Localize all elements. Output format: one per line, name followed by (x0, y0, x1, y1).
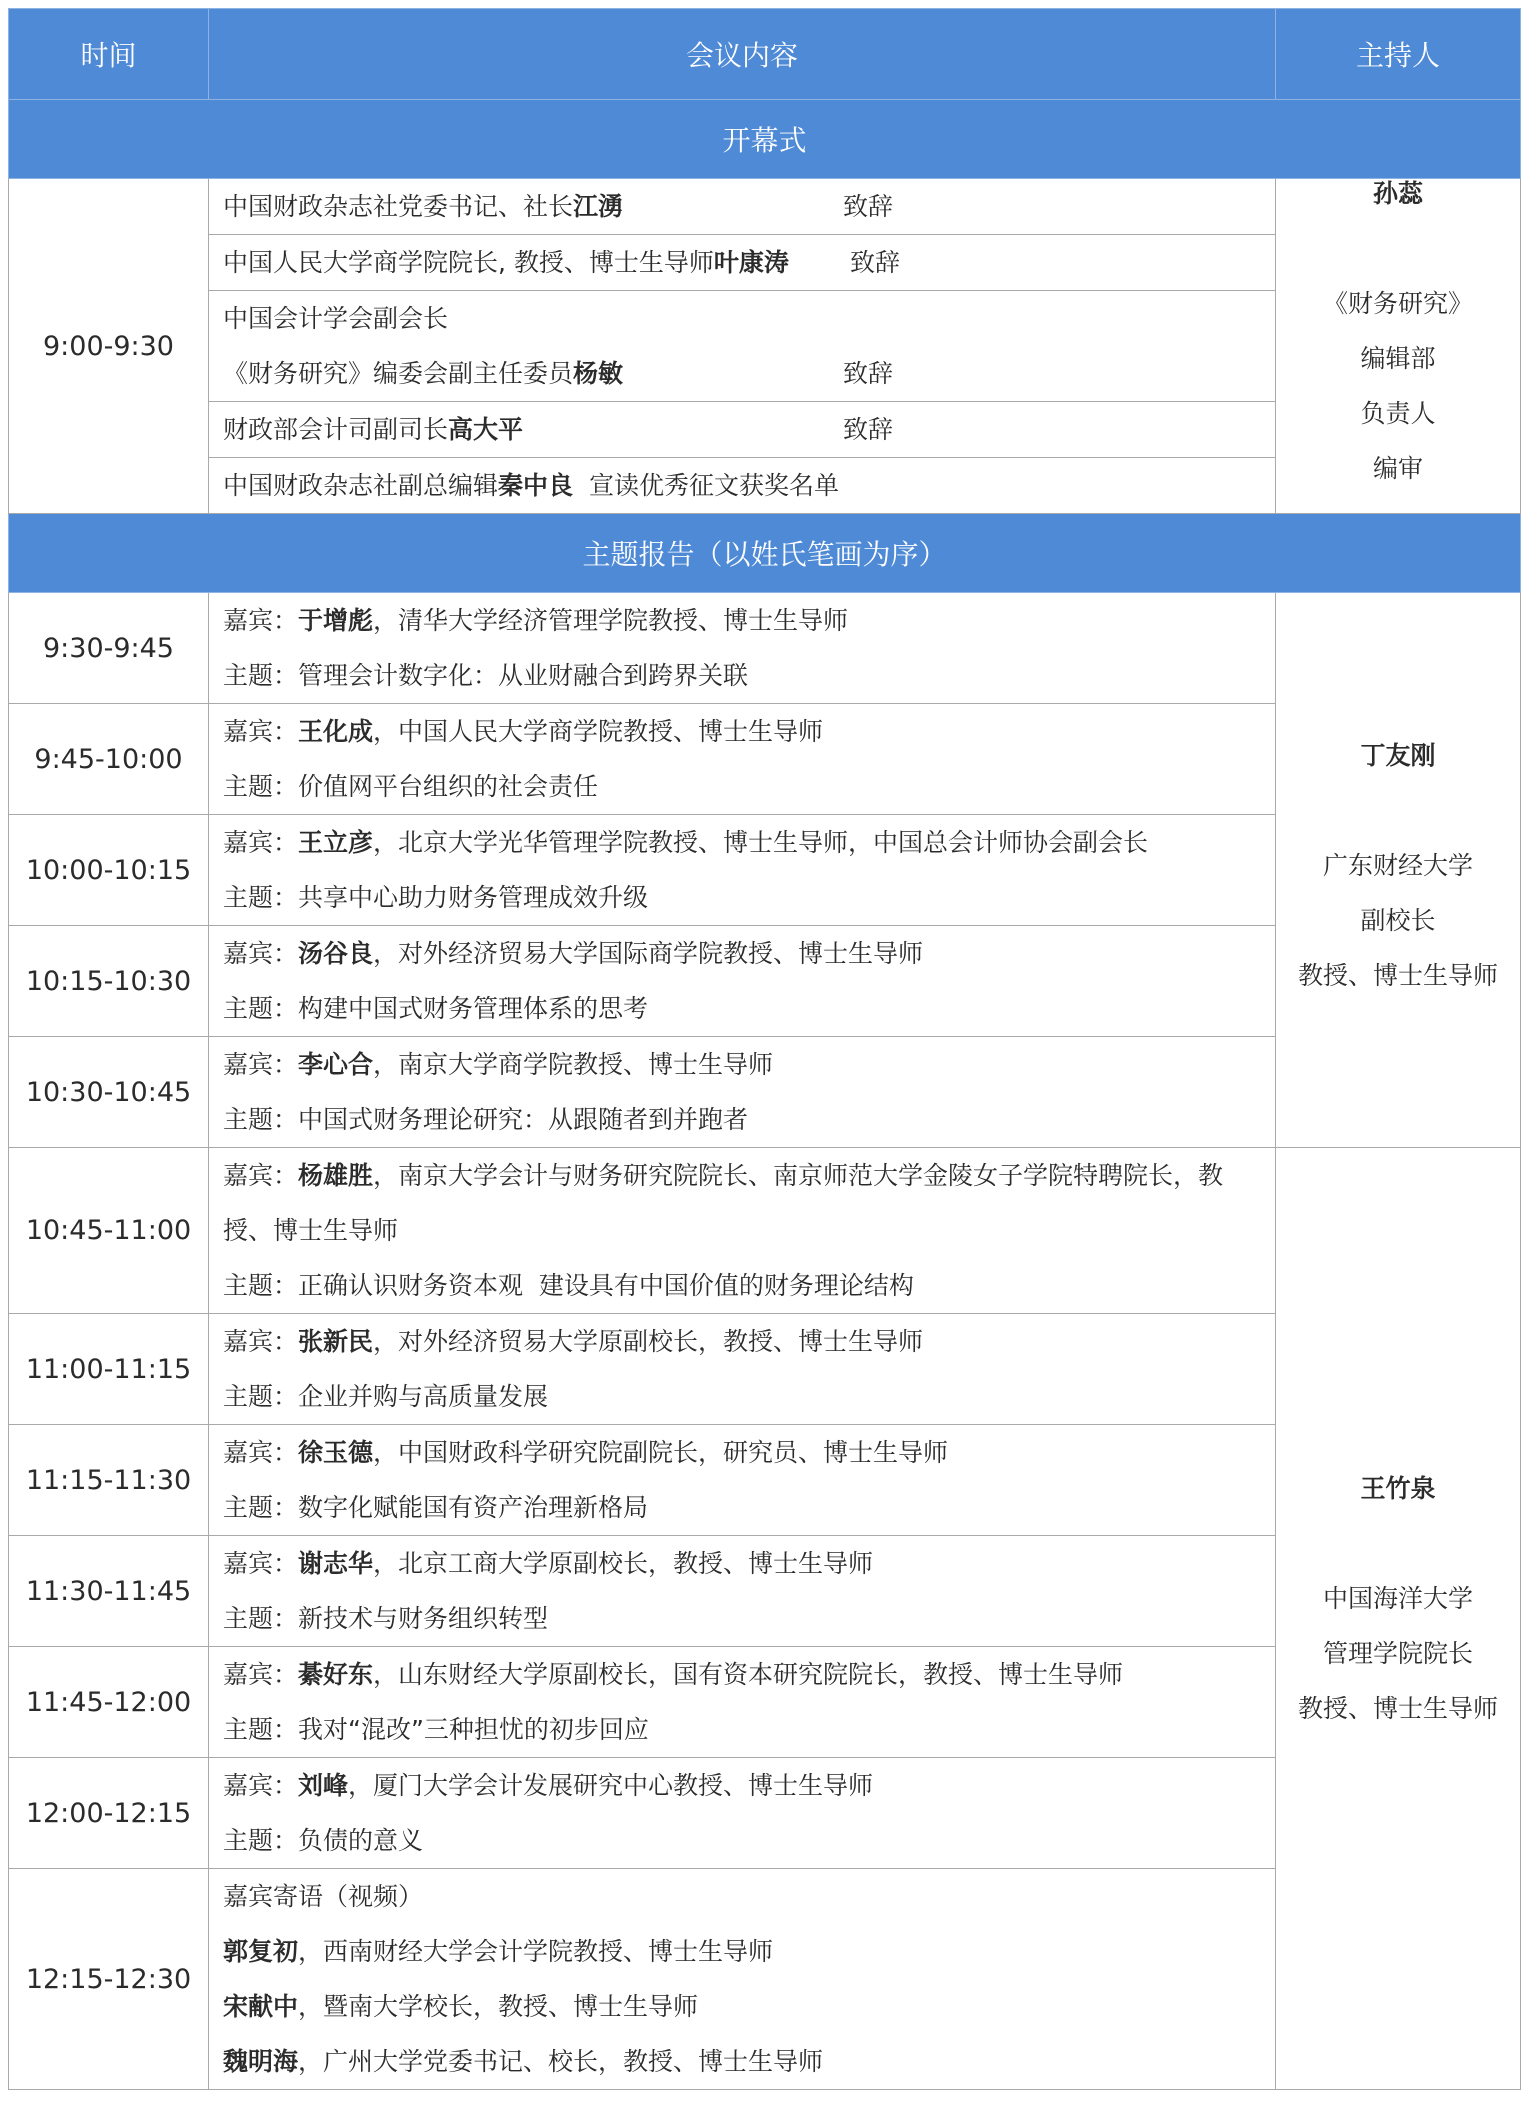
opening-speaker-name: 江湧 (573, 192, 624, 221)
opening-action: 致辞 (843, 192, 894, 221)
speaker-affiliation: ，中国人民大学商学院教授、博士生导师 (373, 717, 824, 746)
host-title: 教授、博士生导师 (1297, 1694, 1498, 1723)
session-topic: 我对“混改”三种担忧的初步回应 (298, 1715, 649, 1744)
host-cell-1 (1276, 593, 1521, 1148)
session-content: 嘉宾：张新民，对外经济贸易大学原副校长，教授、博士生导师 主题：企业并购与高质量发展 (209, 1314, 1276, 1425)
host-title: 广东财经大学 (1322, 850, 1473, 880)
video-time: 12:15-12:30 (9, 1869, 209, 2090)
speaker-affiliation: ，北京工商大学原副校长，教授、博士生导师 (373, 1549, 874, 1578)
host-title: 管理学院院长 (1322, 1639, 1473, 1668)
session-topic: 中国式财务理论研究：从跟随者到并跑者 (298, 1105, 749, 1134)
session-topic: 管理会计数字化：从业财融合到跨界关联 (298, 661, 749, 690)
opening-action: 致辞 (850, 248, 901, 277)
speaker-name: 汤谷良 (298, 939, 374, 968)
speaker-affiliation: ，厦门大学会计发展研究中心教授、博士生导师 (348, 1771, 874, 1800)
session-content: 嘉宾：刘峰，厦门大学会计发展研究中心教授、博士生导师 主题：负债的意义 (209, 1758, 1276, 1869)
opening-speaker-title: 中国会计学会副会长 (223, 304, 449, 333)
video-guest-name: 魏明海 (223, 2047, 299, 2076)
opening-speaker-name: 高大平 (448, 415, 524, 444)
video-guest-affiliation: ，西南财经大学会计学院教授、博士生导师 (298, 1937, 774, 1966)
speaker-affiliation: ，南京大学商学院教授、博士生导师 (373, 1050, 774, 1079)
opening-speaker-name: 叶康涛 (713, 248, 789, 277)
session-time: 11:15-11:30 (9, 1425, 209, 1536)
opening-time: 9:00-9:30 (9, 179, 209, 514)
session-topic: 新技术与财务组织转型 (298, 1604, 549, 1633)
video-guest-affiliation: ，广州大学党委书记、校长，教授、博士生导师 (298, 2047, 824, 2076)
speaker-name: 王立彦 (298, 828, 374, 857)
host-title: 中国海洋大学 (1322, 1584, 1473, 1613)
opening-item: 中国财政杂志社党委书记、社长江湧 致辞 (209, 179, 1276, 235)
video-title: 嘉宾寄语（视频） (223, 1882, 424, 1911)
session-content: 嘉宾：于增彪，清华大学经济管理学院教授、博士生导师 主题：管理会计数字化：从业财融合到跨界关联 (209, 593, 1276, 704)
session-time: 11:45-12:00 (9, 1647, 209, 1758)
opening-item: 财政部会计司副司长高大平 致辞 (209, 402, 1276, 458)
video-guest-name: 郭复初 (223, 1937, 299, 1966)
session-content: 嘉宾：李心合，南京大学商学院教授、博士生导师 主题：中国式财务理论研究：从跟随者到并跑者 (209, 1037, 1276, 1148)
opening-host-title: 编审 (1372, 454, 1423, 483)
speaker-affiliation: ，南京大学会计与财务研究院院长、南京师范大学金陵女子学院特聘院长，教授、博士生导师 (223, 1161, 1224, 1245)
speaker-affiliation: ，中国财政科学研究院副院长，研究员、博士生导师 (373, 1438, 949, 1467)
opening-speaker-name: 杨敏 (573, 359, 624, 388)
opening-action: 致辞 (843, 359, 894, 388)
session-content: 嘉宾：谢志华，北京工商大学原副校长，教授、博士生导师 主题：新技术与财务组织转型 (209, 1536, 1276, 1647)
speaker-affiliation: ，山东财经大学原副校长，国有资本研究院院长，教授、博士生导师 (373, 1660, 1124, 1689)
header-time: 时间 (9, 9, 209, 100)
speaker-name: 于增彪 (298, 606, 374, 635)
session-content: 嘉宾：王化成，中国人民大学商学院教授、博士生导师 主题：价值网平台组织的社会责任 (209, 704, 1276, 815)
session-row (9, 1148, 1521, 1314)
opening-speaker-name: 秦中良 (498, 471, 574, 500)
opening-row (9, 179, 1521, 235)
opening-item: 中国人民大学商学院院长, 教授、博士生导师叶康涛 致辞 (209, 235, 1276, 291)
session-topic: 正确认识财务资本观 建设具有中国价值的财务理论结构 (298, 1271, 914, 1300)
header-content: 会议内容 (209, 9, 1276, 100)
opening-host-title: 负责人 (1360, 399, 1436, 428)
session-content: 嘉宾：徐玉德，中国财政科学研究院副院长，研究员、博士生导师 主题：数字化赋能国有资产治理新格局 (209, 1425, 1276, 1536)
session-content: 嘉宾：杨雄胜，南京大学会计与财务研究院院长、南京师范大学金陵女子学院特聘院长，教授、博士生导师 主题：正确认识财务资本观 建设具有中国价值的财务理论结构 (209, 1148, 1276, 1314)
speaker-name: 徐玉德 (298, 1438, 374, 1467)
session-time: 10:30-10:45 (9, 1037, 209, 1148)
session-row (9, 593, 1521, 704)
session-topic: 共享中心助力财务管理成效升级 (298, 883, 649, 912)
session-time: 9:45-10:00 (9, 704, 209, 815)
opening-action: 致辞 (843, 415, 894, 444)
session-time: 10:45-11:00 (9, 1148, 209, 1314)
host-title: 副校长 (1360, 905, 1436, 935)
speaker-affiliation: ，清华大学经济管理学院教授、博士生导师 (373, 606, 849, 635)
opening-host-title: 《财务研究》 (1322, 289, 1473, 318)
session-topic: 构建中国式财务管理体系的思考 (298, 994, 649, 1023)
agenda-table (8, 8, 1521, 2090)
session-time: 10:15-10:30 (9, 926, 209, 1037)
video-guest-affiliation: ，暨南大学校长，教授、博士生导师 (298, 1992, 699, 2021)
speaker-name: 綦好东 (298, 1660, 374, 1689)
opening-section-title: 开幕式 (9, 100, 1521, 179)
opening-item: 中国会计学会副会长 《财务研究》编委会副主任委员杨敏 致辞 (209, 291, 1276, 402)
speaker-affiliation: ，北京大学光华管理学院教授、博士生导师，中国总会计师协会副会长 (373, 828, 1149, 857)
video-content (209, 1869, 1276, 2090)
session-time: 11:00-11:15 (9, 1314, 209, 1425)
session-topic: 负债的意义 (298, 1826, 424, 1855)
host-title: 教授、博士生导师 (1297, 960, 1498, 990)
session-topic: 企业并购与高质量发展 (298, 1382, 549, 1411)
session-topic: 数字化赋能国有资产治理新格局 (298, 1493, 649, 1522)
opening-host-name: 孙蕊 (1372, 179, 1423, 208)
opening-action: 宣读优秀征文获奖名单 (588, 471, 839, 500)
session-time: 9:30-9:45 (9, 593, 209, 704)
header-row (9, 9, 1521, 100)
session-topic: 价值网平台组织的社会责任 (298, 772, 599, 801)
speaker-name: 谢志华 (298, 1549, 374, 1578)
video-guest-name: 宋献中 (223, 1992, 299, 2021)
speaker-affiliation: ，对外经济贸易大学原副校长，教授、博士生导师 (373, 1327, 924, 1356)
speaker-affiliation: ，对外经济贸易大学国际商学院教授、博士生导师 (373, 939, 924, 968)
session-content: 嘉宾：王立彦，北京大学光华管理学院教授、博士生导师，中国总会计师协会副会长 主题：共享中心助力财务管理成效升级 (209, 815, 1276, 926)
host-name: 王竹泉 (1360, 1474, 1436, 1503)
header-host: 主持人 (1276, 9, 1521, 100)
session-time: 11:30-11:45 (9, 1536, 209, 1647)
speaker-name: 刘峰 (298, 1771, 349, 1800)
speaker-name: 杨雄胜 (298, 1161, 374, 1190)
reports-section-title: 主题报告（以姓氏笔画为序） (9, 514, 1521, 593)
speaker-name: 张新民 (298, 1327, 374, 1356)
session-time: 10:00-10:15 (9, 815, 209, 926)
speaker-name: 王化成 (298, 717, 374, 746)
session-content: 嘉宾：綦好东，山东财经大学原副校长，国有资本研究院院长，教授、博士生导师 主题：我对“混改”三种担忧的初步回应 (209, 1647, 1276, 1758)
opening-host-cell (1276, 179, 1521, 514)
host-cell-2 (1276, 1148, 1521, 2090)
host-name: 丁友刚 (1360, 740, 1436, 770)
opening-item: 中国财政杂志社副总编辑秦中良 宣读优秀征文获奖名单 (209, 458, 1276, 514)
speaker-name: 李心合 (298, 1050, 374, 1079)
session-time: 12:00-12:15 (9, 1758, 209, 1869)
session-content: 嘉宾：汤谷良，对外经济贸易大学国际商学院教授、博士生导师 主题：构建中国式财务管理体系的思考 (209, 926, 1276, 1037)
reports-section-row (9, 514, 1521, 593)
opening-host-title: 编辑部 (1360, 344, 1436, 373)
